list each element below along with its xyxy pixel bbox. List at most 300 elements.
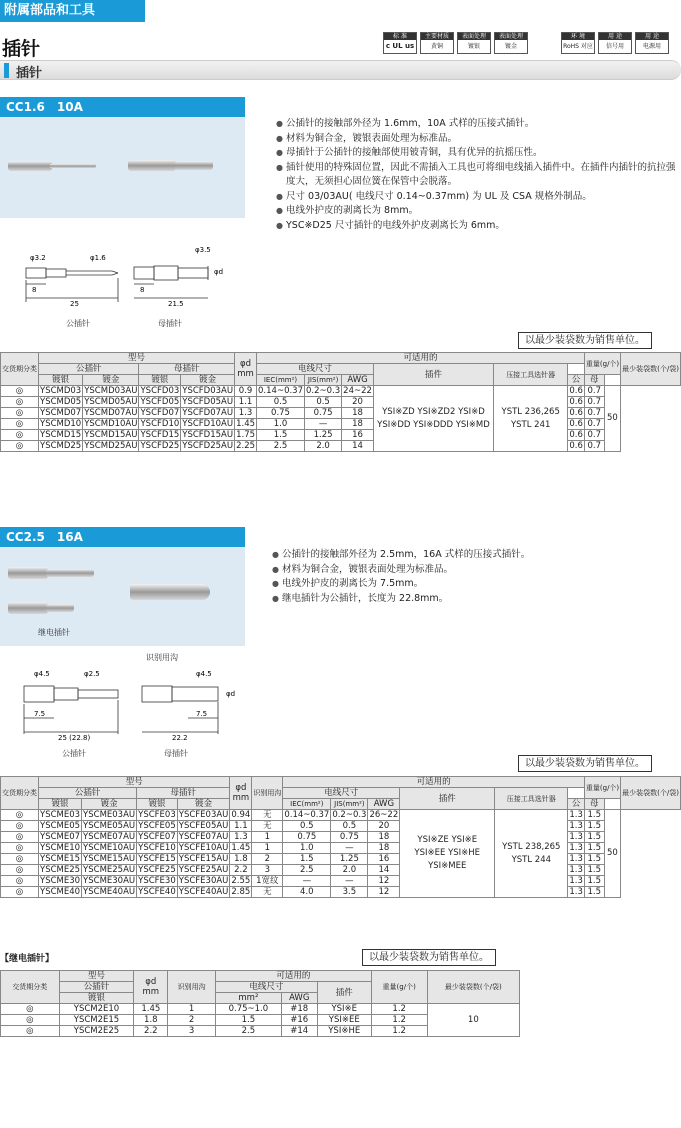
col2-tool: 压接工具选针器 <box>495 788 568 810</box>
category-banner: 附属部品和工具 <box>0 0 145 22</box>
cell: 1.5 <box>584 865 604 876</box>
col3-delivery: 交货期分类 <box>1 971 60 1004</box>
cell: 1.5 <box>584 876 604 887</box>
col3-awg: AWG <box>281 993 317 1004</box>
cell: 0.6 <box>569 408 583 418</box>
male-pin-body <box>8 161 52 171</box>
cell: 1.5 <box>584 821 604 832</box>
cell: YSCME10AU <box>83 843 136 853</box>
badge-group1-1 <box>420 32 454 54</box>
col3-groove: 识别用沟 <box>168 971 216 1004</box>
cell: YSCMD03AU <box>84 386 138 396</box>
cell: YSCFE40AU <box>178 887 229 897</box>
col2-jis: JIS(mm²) <box>331 799 368 810</box>
cell: 16 <box>368 854 400 865</box>
cell: 1.25 <box>305 430 342 441</box>
col-female-ag: 镀银 <box>139 375 181 386</box>
feature-item: ● 电线外护皮的剥离长为 7.5mm。 <box>272 577 672 592</box>
col3-mm2: mm² <box>216 993 282 1004</box>
feature-item: ● 材料为铜合金，镀银表面处理为标准品。 <box>276 132 676 147</box>
table-row <box>1 430 681 441</box>
cell: — <box>283 876 331 887</box>
cell: 1.3 <box>569 832 583 842</box>
cell: 0.6 <box>569 386 583 396</box>
table-row <box>1 843 681 854</box>
cell: ◎ <box>1 441 39 452</box>
cell: 1 <box>168 1004 216 1015</box>
cell: 4.0 <box>283 887 331 898</box>
cell: 18 <box>342 419 374 430</box>
cell: YSCME05AU <box>83 821 136 831</box>
cell: ◎ <box>1 397 39 408</box>
male-pin-body-2 <box>8 602 48 614</box>
cell: 1.75 <box>236 430 256 440</box>
table-row <box>1 832 681 843</box>
col-tool: 压接工具选针器 <box>494 364 568 386</box>
col3-min: 最少装袋数(个/袋) <box>427 971 519 1004</box>
cell: 1.3 <box>569 865 583 875</box>
cell: YSCMD07AU <box>84 408 138 418</box>
cell: YSCM2E15 <box>59 1015 134 1026</box>
col2-female-ag: 镀银 <box>137 799 178 810</box>
cell: YSCFE07 <box>138 832 176 842</box>
product-photo-cc16 <box>0 117 245 218</box>
cell: #14 <box>281 1026 317 1037</box>
cell: 1.5 <box>584 810 604 821</box>
cell: 3.5 <box>331 887 368 898</box>
col3-weight: 重量(g/个) <box>371 971 427 1004</box>
col2-iec: IEC(mm²) <box>283 799 331 810</box>
table-row <box>1 1004 520 1015</box>
cell: 1.5 <box>584 832 604 843</box>
badge-value: 镀金 <box>504 43 517 50</box>
spec-table-cc16 <box>0 352 681 452</box>
table-row <box>1 854 681 865</box>
cell: YSCFD05AU <box>182 397 234 407</box>
cell: 1 <box>252 832 283 843</box>
cell: 14 <box>368 865 400 876</box>
col2-male: 公插针 <box>39 788 137 799</box>
feature-item: ● 母插针于公插针的接触部使用铍青铜，具有优异的抗摇压性。 <box>276 146 676 161</box>
dim-female-d: φ3.5 <box>195 246 211 254</box>
dim2-male-d2: φ2.5 <box>84 670 100 678</box>
cell: YSCME15 <box>40 854 81 864</box>
cell: YSCFD25AU <box>182 441 234 451</box>
col-female: 母插针 <box>139 364 235 375</box>
cell: 0.6 <box>569 397 583 407</box>
cell: YSCME40AU <box>83 887 136 897</box>
cell: ◎ <box>1 430 39 441</box>
cell: 1.3 <box>569 887 583 897</box>
col3-model: 型号 <box>59 971 134 982</box>
cell: 无 <box>252 810 283 821</box>
cell: YSCFD07AU <box>182 408 234 418</box>
subtitle-marker <box>4 63 9 78</box>
cell: YSCMD25AU <box>84 441 138 451</box>
badge-head: 标 准 <box>384 33 416 40</box>
feature-list-cc25 <box>272 548 672 606</box>
cell: YSCFE10AU <box>178 843 229 853</box>
table-row <box>1 810 681 821</box>
female-pin-body <box>128 160 176 171</box>
dim2-female-strip: 7.5 <box>196 710 208 718</box>
badge-group2-2 <box>635 32 669 54</box>
col2-female: 母插针 <box>137 788 230 799</box>
dim-male-length: 25 <box>70 300 79 308</box>
cell: 1.8 <box>230 854 252 865</box>
cell: YSCFD03 <box>140 386 180 396</box>
cell: ◎ <box>1 832 39 843</box>
cell: 0.5 <box>257 397 305 408</box>
cell: 0.5 <box>283 821 331 832</box>
table-row <box>1 821 681 832</box>
badge-head: 主要材质 <box>421 33 453 40</box>
cell: 18 <box>342 408 374 419</box>
col2-female-au: 镀金 <box>177 799 230 810</box>
male-pin-label: 公插针 <box>66 319 90 328</box>
cell: 1.5 <box>216 1015 282 1026</box>
badge-group1-2 <box>457 32 491 54</box>
sales-unit-note-3: 以最少装袋数为销售单位。 <box>362 949 496 966</box>
cell: 无 <box>252 821 283 832</box>
col-male: 公插针 <box>39 364 139 375</box>
cell: YSCMD15AU <box>84 430 138 440</box>
badge-value: 信号用 <box>605 43 624 50</box>
col-min: 最少装袋数(个/袋) <box>621 353 681 386</box>
cell: YSCFD03AU <box>182 386 234 396</box>
col2-weight: 重量(g/个) <box>584 777 620 799</box>
cell: ◎ <box>1 865 39 876</box>
cell: 1.2 <box>371 1015 427 1026</box>
col3-male: 公插针 <box>59 982 134 993</box>
min-qty: 10 <box>427 1004 519 1037</box>
product-photo-cc25 <box>0 547 245 646</box>
cell: 2.2 <box>230 865 252 876</box>
cell: YSCMD25 <box>40 441 82 451</box>
dim2-male-d1: φ4.5 <box>34 670 50 678</box>
female-pin-2 <box>130 584 210 600</box>
cell: YSCFE15 <box>138 854 176 864</box>
cell: 0.6 <box>569 419 583 429</box>
dim-male-strip: 8 <box>32 286 37 294</box>
cell: 0.7 <box>584 430 604 441</box>
cell: 0.7 <box>584 386 604 397</box>
cell: YSCFE03 <box>138 810 176 820</box>
cell: YSCMD10AU <box>84 419 138 429</box>
dim2-male-length: 25 (22.8) <box>58 734 91 742</box>
cell: YSCFE03AU <box>178 810 229 820</box>
usage-badges <box>561 32 669 54</box>
cell: 2.5 <box>257 441 305 452</box>
badge-value: 电源用 <box>642 43 661 50</box>
cell: 1.2 <box>371 1004 427 1015</box>
dim2-female-phi: φd <box>226 690 236 698</box>
cell: ◎ <box>1 876 39 887</box>
cell: 2.25 <box>236 441 256 451</box>
col-weight: 重量(g/个) <box>584 353 620 375</box>
insert-list: YSI※ZD YSI※ZD2 YSI※D YSI※DD YSI※DDD YSI※MD <box>373 386 493 452</box>
table-row <box>1 887 681 898</box>
cell: 1 <box>252 843 283 854</box>
cell: ◎ <box>1 843 39 854</box>
badge-group1-0 <box>383 32 417 54</box>
col2-groove: 识别用沟 <box>252 777 283 810</box>
dim-female-phi: φd <box>214 268 224 276</box>
cell: 3 <box>168 1026 216 1037</box>
cell: YSCFE30 <box>138 876 176 886</box>
cell: 0.75 <box>305 408 342 419</box>
cell: YSI※E <box>317 1004 371 1015</box>
cell: YSCFE30AU <box>178 876 229 886</box>
col2-model: 型号 <box>39 777 230 788</box>
feature-item: ● 材料为铜合金，镀银表面处理为标准品。 <box>272 563 672 578</box>
col-female-au: 镀金 <box>181 375 235 386</box>
cell: 20 <box>368 821 400 832</box>
col2-wire: 电线尺寸 <box>283 788 400 799</box>
cell: YSCMD05 <box>40 397 82 407</box>
cell: YSCFE05AU <box>178 821 229 831</box>
female-pin-sleeve <box>175 161 213 170</box>
feature-item: ● YSC※D25 尺寸插针的电线外护皮剥离长为 6mm。 <box>276 219 676 234</box>
sales-unit-note-1: 以最少装袋数为销售单位。 <box>518 332 652 349</box>
cell: 0.6 <box>569 441 583 451</box>
male-pin-contact <box>50 164 96 168</box>
dim-female-length: 21.5 <box>168 300 184 308</box>
col2-weight-m: 公 <box>568 799 585 810</box>
cell: YSI※HE <box>317 1026 371 1037</box>
feature-item: ● 电线外护皮的剥离长为 8mm。 <box>276 204 676 219</box>
cell: 26~22 <box>369 810 399 820</box>
dim-male-d2: φ1.6 <box>90 254 106 262</box>
cell: 0.6 <box>569 430 583 440</box>
cell: 18 <box>368 832 400 843</box>
cell: YSCME03AU <box>83 810 136 820</box>
cell: ◎ <box>1 1015 60 1026</box>
cell: YSCME25 <box>40 865 81 875</box>
cell: 2 <box>168 1015 216 1026</box>
cell: 0.9 <box>235 386 257 397</box>
col-wire: 电线尺寸 <box>257 364 374 375</box>
cell: 1.25 <box>331 854 368 865</box>
cell: 1.5 <box>584 887 604 898</box>
cell: 1.1 <box>235 397 257 408</box>
spec-table-cc25 <box>0 776 681 898</box>
cell: 2.0 <box>331 865 368 876</box>
cell: YSI※EE <box>317 1015 371 1026</box>
cell: 16 <box>342 430 374 441</box>
col2-delivery: 交货期分类 <box>1 777 39 810</box>
cell: 1宽纹 <box>252 876 283 887</box>
cell: 0.75~1.0 <box>216 1004 282 1015</box>
col-applicable: 可适用的 <box>257 353 585 364</box>
cell: 1.2 <box>371 1026 427 1037</box>
cell: YSCFE25AU <box>178 865 229 875</box>
cell: YSCFE25 <box>138 865 176 875</box>
cell: ◎ <box>1 408 39 419</box>
cell: ◎ <box>1 810 39 821</box>
feature-item: ● 继电插针为公插针，长度为 22.8mm。 <box>272 592 672 607</box>
cell: 0.7 <box>584 419 604 430</box>
badge-value: 镀银 <box>467 43 480 50</box>
cell: YSCMD05AU <box>84 397 138 407</box>
cell: 0.7 <box>584 441 604 452</box>
cell: YSCME07AU <box>83 832 136 842</box>
col-male-au: 镀金 <box>83 375 139 386</box>
cell: 0.5 <box>331 821 368 832</box>
cell: 0.7 <box>584 397 604 408</box>
cell: YSCMD07 <box>40 408 82 418</box>
cell: 1.3 <box>569 810 583 820</box>
col2-male-au: 镀金 <box>82 799 137 810</box>
table-row <box>1 386 681 397</box>
badge-value: c UL us <box>385 42 415 50</box>
cell: YSCFE07AU <box>178 832 229 842</box>
cell: 0.75 <box>331 832 368 843</box>
col-iec: IEC(mm²) <box>257 375 305 386</box>
cell: YSCFD10 <box>140 419 180 429</box>
male-pin-label-2: 公插针 <box>62 749 86 758</box>
cell: YSCME15AU <box>83 854 136 864</box>
cell: 18 <box>368 843 400 854</box>
cell: 1.3 <box>569 876 583 886</box>
col-phid: φd mm <box>235 353 257 386</box>
cell: 1.45 <box>134 1004 168 1015</box>
cell: 0.2~0.3 <box>306 386 341 396</box>
cell: 20 <box>342 397 374 408</box>
min-qty: 50 <box>604 810 621 898</box>
cell: ◎ <box>1 386 39 397</box>
col2-weight-f: 母 <box>584 799 604 810</box>
relay-pin-caption: 继电插针 <box>38 628 70 637</box>
col-weight-m: 公 <box>568 375 585 386</box>
cell: 2.5 <box>216 1026 282 1037</box>
cell: YSCFD10AU <box>182 419 234 429</box>
cell: 无 <box>252 887 283 898</box>
dim2-male-strip: 7.5 <box>34 710 46 718</box>
feature-item: ● 公插针的接触部外径为 1.6mm，10A 式样的压接式插针。 <box>276 117 676 132</box>
cell: 0.75 <box>257 408 305 419</box>
col-model: 型号 <box>39 353 235 364</box>
cell: YSCFD15AU <box>182 430 234 440</box>
subtitle-text: 插针 <box>16 66 43 81</box>
cell: 1.45 <box>231 843 251 853</box>
dimension-drawing-cc16 <box>20 240 250 315</box>
cell: 2.85 <box>231 887 251 897</box>
cell: YSCME30AU <box>83 876 136 886</box>
badge-head: 用 途 <box>599 33 631 40</box>
cell: YSCME07 <box>40 832 81 842</box>
cell: 1.3 <box>569 821 583 831</box>
col3-phid: φd mm <box>134 971 168 1004</box>
cell: 0.75 <box>283 832 331 843</box>
cell: 1.3 <box>569 854 583 864</box>
cell: YSCME30 <box>40 876 81 886</box>
badge-group1-3 <box>494 32 528 54</box>
cell: YSCFE10 <box>138 843 176 853</box>
cell: 1.3 <box>230 832 252 843</box>
badge-head: 表面处理 <box>495 33 527 40</box>
cell: 2.2 <box>134 1026 168 1037</box>
dim2-female-length: 22.2 <box>172 734 188 742</box>
cell: 24~22 <box>343 386 372 396</box>
cell: ◎ <box>1 887 39 898</box>
groove-label: 识别用沟 <box>146 653 178 662</box>
tool-list: YSTL 238,265 YSTL 244 <box>495 810 568 898</box>
tool-list: YSTL 236,265 YSTL 241 <box>494 386 568 452</box>
badge-head: 用 途 <box>636 33 668 40</box>
cell: YSCME10 <box>40 843 81 853</box>
cell: — <box>331 843 368 854</box>
cell: 3 <box>252 865 283 876</box>
section-title-cc25: CC2.5 16A <box>0 527 245 547</box>
feature-item: ● 公插针的接触部外径为 2.5mm，16A 式样的压接式插针。 <box>272 548 672 563</box>
cell: 1.0 <box>283 843 331 854</box>
cell: 2.0 <box>305 441 342 452</box>
badge-head: 环 境 <box>562 33 594 40</box>
col2-male-ag: 镀银 <box>39 799 82 810</box>
cell: 1.45 <box>236 419 256 429</box>
cell: 0.7 <box>584 408 604 419</box>
cell: YSCME25AU <box>83 865 136 875</box>
page-title: 插针 <box>2 38 41 60</box>
dimension-drawing-cc25 <box>20 662 250 742</box>
badge-group2-1 <box>598 32 632 54</box>
cell: 1.5 <box>283 854 331 865</box>
cell: YSCFE05 <box>138 821 176 831</box>
cell: ◎ <box>1 1026 60 1037</box>
dim-female-strip: 8 <box>140 286 145 294</box>
cell: YSCFE15AU <box>178 854 229 864</box>
cell: — <box>305 419 342 430</box>
table-row <box>1 865 681 876</box>
cell: YSCME40 <box>40 887 81 897</box>
relay-pin-body <box>8 567 48 579</box>
sales-unit-note-2: 以最少装袋数为销售单位。 <box>518 755 652 772</box>
relay-pin-contact <box>46 569 94 577</box>
badge-group2-0 <box>561 32 595 54</box>
cell: 0.5 <box>305 397 342 408</box>
cell: 1.1 <box>230 821 252 832</box>
cell: ◎ <box>1 1004 60 1015</box>
col-weight-f: 母 <box>584 375 604 386</box>
cell: 2.5 <box>283 865 331 876</box>
cell: 12 <box>368 876 400 887</box>
col-insert: 插件 <box>373 364 493 386</box>
cell: YSCFE40 <box>138 887 176 897</box>
col2-insert: 插件 <box>400 788 495 810</box>
cell: ◎ <box>1 821 39 832</box>
col2-applicable: 可适用的 <box>283 777 585 788</box>
col-jis: JIS(mm²) <box>305 375 342 386</box>
cell: 0.2~0.3 <box>332 810 367 820</box>
col3-ag: 镀银 <box>59 993 134 1004</box>
section-title-cc16: CC1.6 10A <box>0 97 245 117</box>
feature-list-cc16 <box>276 117 676 233</box>
table-row <box>1 397 681 408</box>
cell: #16 <box>281 1015 317 1026</box>
relay-section-title: 【继电插针】 <box>0 954 55 964</box>
badge-value: 黄铜 <box>430 43 443 50</box>
table-row <box>1 408 681 419</box>
min-qty: 50 <box>604 386 621 452</box>
col-awg: AWG <box>342 375 374 386</box>
cell: ◎ <box>1 854 39 865</box>
cell: 1.5 <box>257 430 305 441</box>
table-row <box>1 876 681 887</box>
cell: 1.5 <box>584 854 604 865</box>
insert-list: YSI※ZE YSI※E YSI※EE YSI※HE YSI※MEE <box>400 810 495 898</box>
cell: YSCFD05 <box>140 397 180 407</box>
